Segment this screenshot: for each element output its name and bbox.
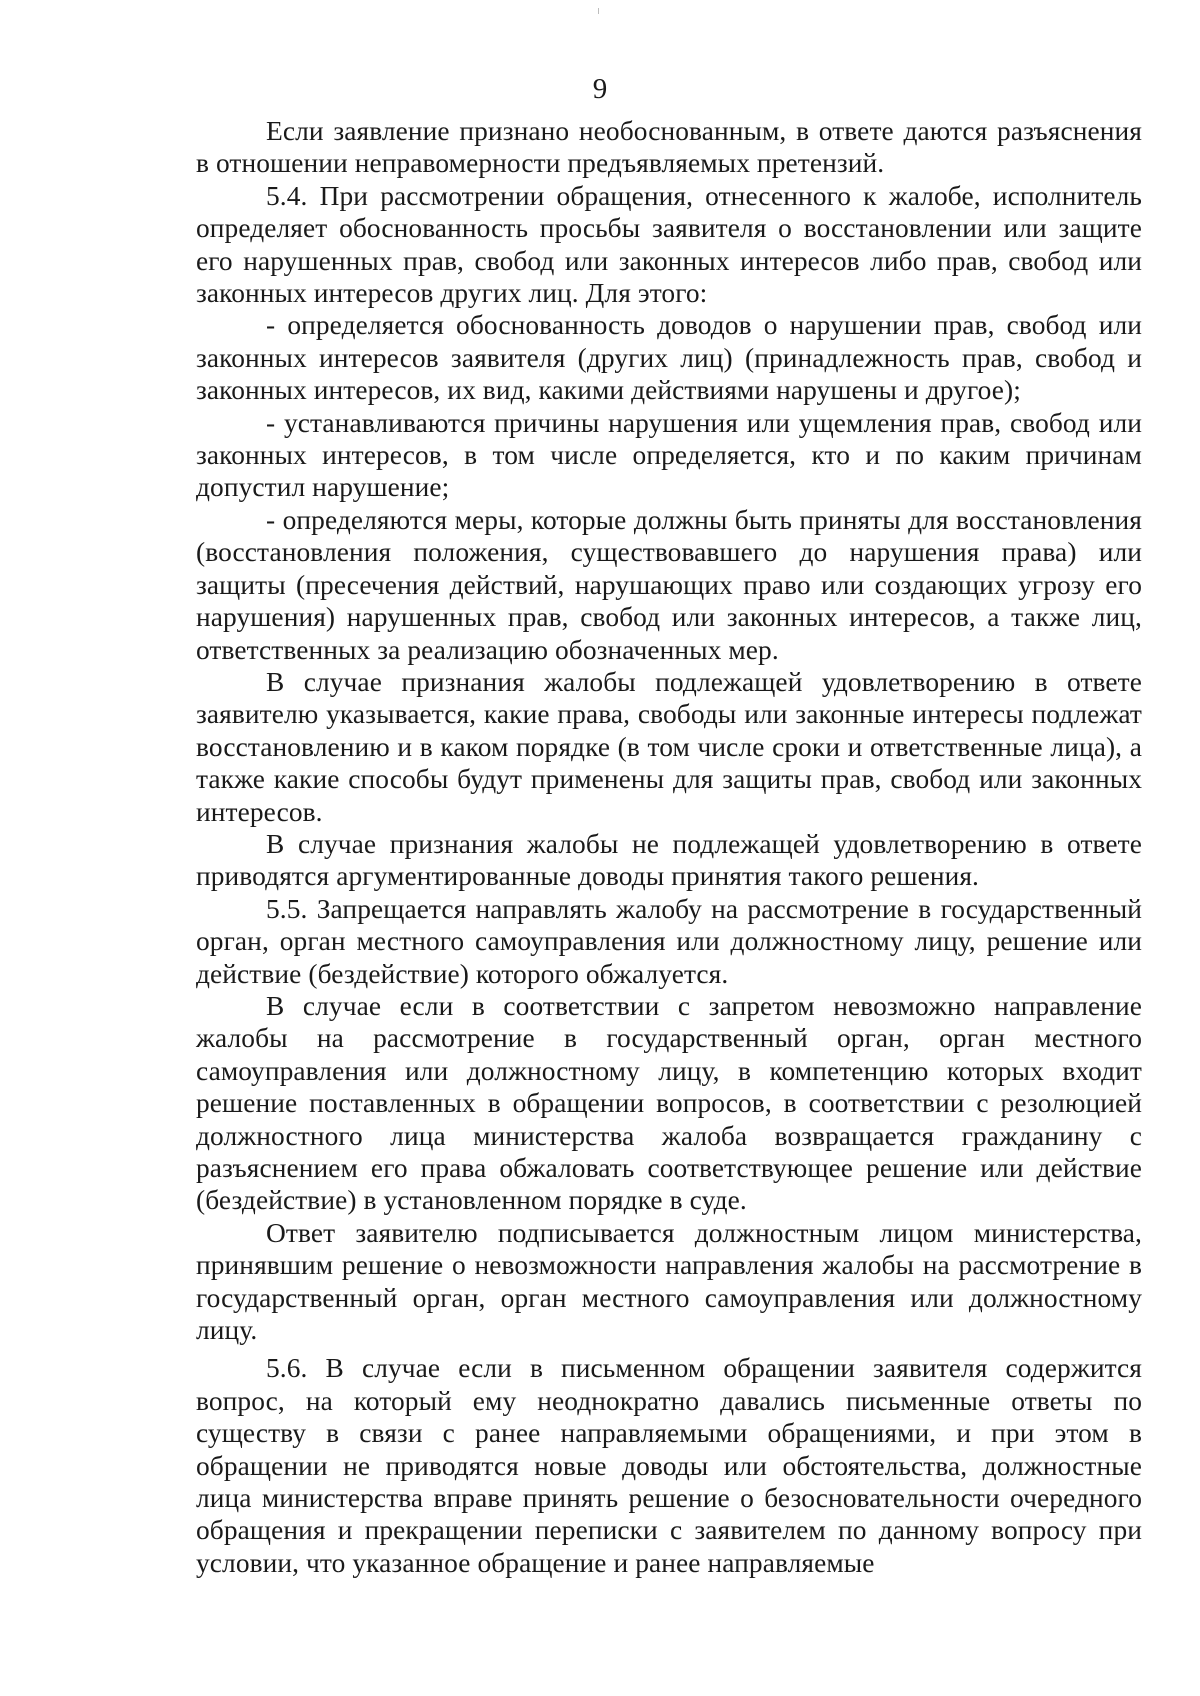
paragraph-5-5: 5.5. Запрещается направлять жалобу на рассмотрение в государственный орган, орган местного самоуправления или должностному лицу, решение или действие (бездействие) которого обжалуется. — [196, 893, 1142, 989]
document-body — [196, 115, 1142, 1579]
list-item-causes: - устанавливаются причины нарушения или ущемления прав, свобод или законных интересов, в том числе определяется, кто и по каким причинам допустил нарушение; — [196, 407, 1142, 503]
paragraph-complaint-satisfied: В случае признания жалобы подлежащей удовлетворению в ответе заявителю указывается, какие права, свободы или законные интересы подлежат восстановлению и в каком порядке (в том числе сроки и ответственные лица), а также какие способы будут применены для защиты прав, свобод или законных интересов. — [196, 666, 1142, 827]
paragraph-complaint-rejected: В случае признания жалобы не подлежащей удовлетворению в ответе приводятся аргументированные доводы принятия такого решения. — [196, 828, 1142, 892]
paragraph-5-6: 5.6. В случае если в письменном обращении заявителя содержится вопрос, на который ему неоднократно давались письменные ответы по существу в связи с ранее направляемыми обращениями, и при этом в обращении не приводятся новые доводы или обстоятельства, должностные лица министерства вправе принять решение о безосновательности очередного обращения и прекращении переписки с заявителем по данному вопросу при условии, что указанное обращение и ранее направляемые — [196, 1353, 1142, 1578]
paragraph-unfounded-claim: Если заявление признано необоснованным, в ответе даются разъяснения в отношении неправомерности предъявляемых претензий. — [196, 116, 1142, 179]
list-item-measures: - определяются меры, которые должны быть приняты для восстановления (восстановления положения, существовавшего до нарушения права) или защиты (пресечения действий, нарушающих право или создающих угрозу его нарушения) нарушенных прав, свобод или законных интересов, а также лиц, ответственных за реализацию обозначенных мер. — [196, 504, 1142, 665]
paragraph-complaint-returned: В случае если в соответствии с запретом невозможно направление жалобы на рассмотрение в государственный орган, орган местного самоуправления или должностному лицу, в компетенцию которых входит решение поставленных в обращении вопросов, в соответствии с резолюцией должностного лица министерства жалоба возвращается гражданину с разъяснением его права обжаловать соответствующее решение или действие (бездействие) в установленном порядке в суде. — [196, 990, 1142, 1216]
list-item-grounds: - определяется обоснованность доводов о нарушении прав, свобод или законных интересов заявителя (других лиц) (принадлежность прав, свобод и законных интересов, их вид, какими действиями нарушены и другое); — [196, 310, 1142, 406]
scan-artifact — [598, 8, 599, 14]
paragraph-answer-signed: Ответ заявителю подписывается должностным лицом министерства, принявшим решение о невозможности направления жалобы на рассмотрение в государственный орган, орган местного самоуправления или должностному лицу. — [196, 1217, 1142, 1346]
paragraph-5-4: 5.4. При рассмотрении обращения, отнесенного к жалобе, исполнитель определяет обоснованность просьбы заявителя о восстановлении или защите его нарушенных прав, свобод или законных интересов либо прав, свобод или законных интересов других лиц. Для этого: — [196, 180, 1142, 309]
page-number: 9 — [592, 73, 608, 105]
